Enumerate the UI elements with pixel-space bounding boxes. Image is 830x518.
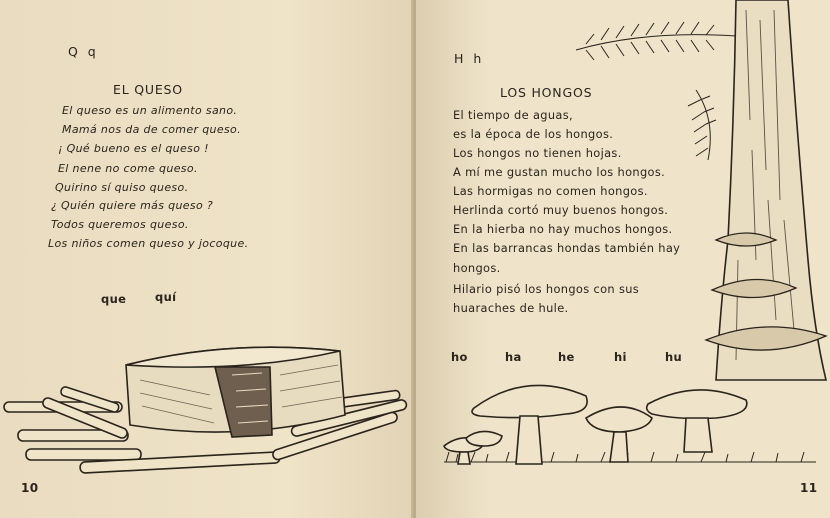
right-line: En la hierba no hay muchos hongos. — [453, 222, 673, 236]
left-line: Todos queremos queso. — [51, 218, 189, 231]
left-line: ¿ Quién quiere más queso ? — [51, 199, 214, 212]
left-letter-header: Q q — [68, 44, 99, 59]
right-syllable: hu — [665, 350, 683, 364]
right-line: Los hongos no tienen hojas. — [453, 146, 622, 160]
pine-branch-drawing — [576, 22, 736, 160]
right-line: Hilario pisó los hongos con sus — [453, 282, 640, 296]
left-syllable: quí — [155, 290, 177, 304]
left-syllable: que — [101, 292, 127, 306]
right-line: Las hormigas no comen hongos. — [453, 184, 648, 198]
right-page-number: 11 — [800, 481, 818, 495]
right-syllable: hi — [614, 350, 627, 364]
right-title: LOS HONGOS — [500, 85, 593, 100]
grass-drawing — [444, 452, 816, 462]
right-line: huaraches de hule. — [453, 301, 569, 315]
left-page-number: 10 — [21, 481, 39, 495]
right-letter-header: H h — [454, 51, 485, 66]
left-line: El nene no come queso. — [58, 162, 198, 175]
left-line: ¡ Qué bueno es el queso ! — [58, 142, 209, 155]
right-line: es la época de los hongos. — [453, 127, 614, 141]
right-line: hongos. — [453, 261, 501, 275]
right-syllable: he — [558, 350, 575, 364]
right-line: El tiempo de aguas, — [453, 108, 574, 122]
left-line: Mamá nos da de comer queso. — [62, 123, 241, 136]
right-syllable: ho — [451, 350, 468, 364]
left-line: Los niños comen queso y jocoque. — [48, 237, 249, 250]
cheese-illustration — [0, 335, 414, 485]
mushroom-tree-illustration — [416, 0, 830, 518]
left-title: EL QUESO — [113, 82, 183, 97]
left-line: Quirino sí quiso queso. — [55, 181, 189, 194]
right-line: A mí me gustan mucho los hongos. — [453, 165, 666, 179]
right-syllable: ha — [505, 350, 522, 364]
left-line: El queso es un alimento sano. — [62, 104, 238, 117]
right-line: Herlinda cortó muy buenos hongos. — [453, 203, 669, 217]
right-line: En las barrancas hondas también hay — [453, 241, 681, 255]
mushrooms-drawing — [444, 385, 747, 464]
